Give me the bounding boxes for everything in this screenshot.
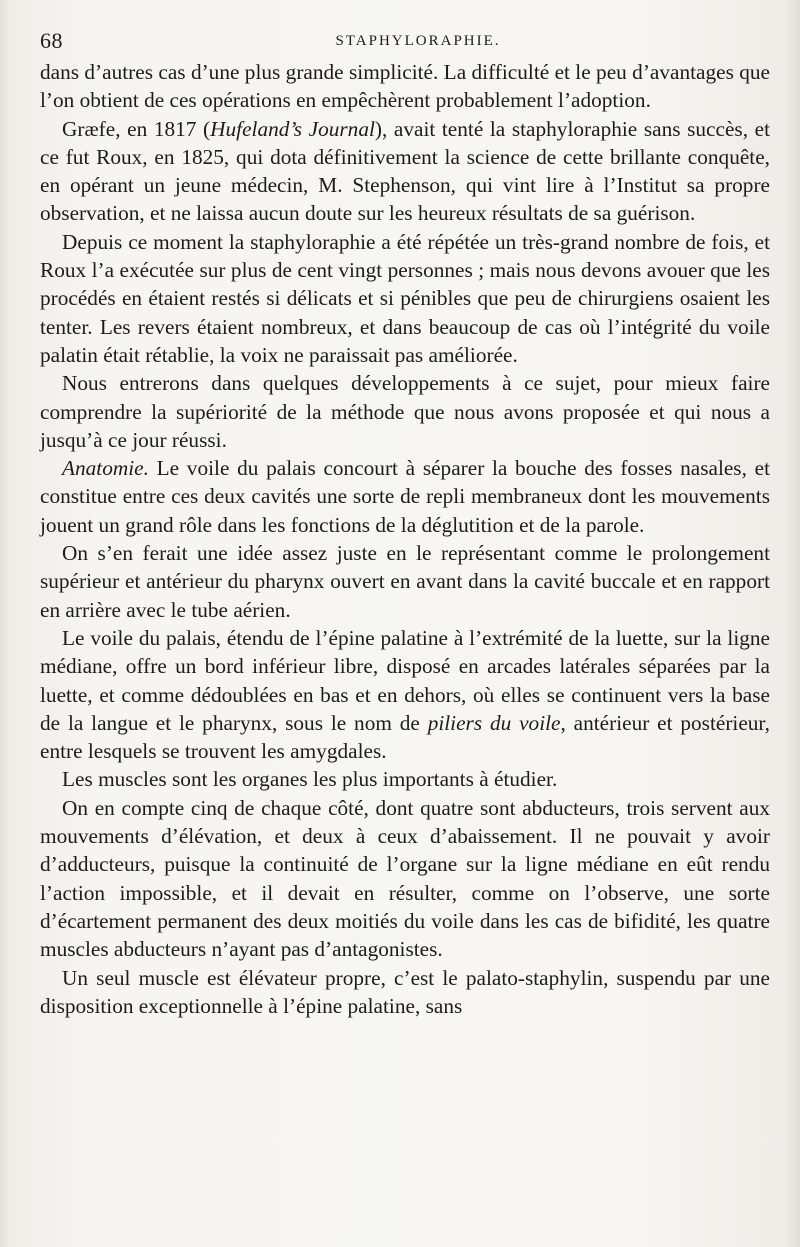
italic-journal-title: Hufeland’s Journal — [210, 116, 375, 141]
paragraph-adoption — [40, 58, 770, 115]
page-number: 68 — [40, 28, 63, 53]
paragraph-pharynx — [40, 539, 770, 624]
paragraph-graefe-roux — [40, 115, 770, 228]
page-edge-shadow-right — [786, 0, 800, 1247]
running-title: STAPHYLORAPHIE. — [335, 33, 501, 49]
text-segment: On s’en ferait une idée assez juste en le représentant comme le prolongement supérieur et antérieur du pharynx ouvert en avant dans la cavité buccale et en rapport en arrière avec le tube aérien. — [40, 541, 770, 622]
paragraph-anatomy — [40, 454, 770, 539]
text-segment: Nous entrerons dans quelques développements à ce sujet, pour mieux faire comprendre la supériorité de la méthode que nous avons proposée et qui nous a jusqu’à ce jour réussi. — [40, 371, 770, 452]
paragraph-muscle-count — [40, 794, 770, 964]
text-segment: ), avait tenté la staphyloraphie sans succès, et ce fut Roux, en 1825, qui dota définitivement la science de cette brillante conquête, en opérant un jeune médecin, M. Stephenson, qui vint lire à l’Institut sa propre observation, et ne laissa aucun doute sur les heureux résultats de sa guérison. — [40, 116, 770, 226]
page-edge-shadow-left — [0, 0, 10, 1247]
paragraph-developments — [40, 369, 770, 454]
text-segment: Les muscles sont les organes les plus importants à étudier. — [62, 767, 558, 792]
paragraph-palato-staphylin — [40, 964, 770, 1021]
text-segment: Depuis ce moment la staphyloraphie a été répétée un très-grand nombre de fois, et Roux l’a exécutée sur plus de cent vingt personnes ; mais nous devons avouer que les procédés en étaient restés si délicats et si pénibles que peu de chirurgiens osaient les tenter. Les revers étaient nombreux, et dans beaucoup de cas où l’intégrité du voile palatin était rétablie, la voix ne paraissait pas améliorée. — [40, 229, 770, 367]
italic-section-heading: Anatomie. — [62, 456, 149, 481]
paragraph-voile-description — [40, 624, 770, 765]
text-segment: dans d’autres cas d’une plus grande simplicité. La difficulté et le peu d’avantages que l’on obtient de ces opérations en empêchèrent probablement l’adoption. — [40, 60, 770, 113]
paragraph-muscles — [40, 765, 770, 793]
body-text — [40, 58, 770, 1020]
italic-term-piliers: piliers du voile — [427, 710, 561, 735]
page-header — [40, 28, 776, 58]
text-segment: On en compte cinq de chaque côté, dont quatre sont abducteurs, trois servent aux mouvements d’élévation, et deux à ceux d’abaissement. Il ne pouvait y avoir d’adducteurs, puisque la continuité de l’organe sur la ligne médiane en eût rendu l’action impossible, et il devait en résulter, comme on l’observe, une sorte d’écartement permanent des deux moitiés du voile dans les cas de bifidité, les quatre muscles abducteurs n’ayant pas d’antagonistes. — [40, 795, 770, 962]
text-segment: Le voile du palais concourt à séparer la bouche des fosses nasales, et constitue entre ces deux cavités une sorte de repli membraneux dont les mouvements jouent un grand rôle dans les fonctions de la déglutition et de la parole. — [40, 456, 770, 537]
text-segment: Græfe, en 1817 ( — [62, 116, 211, 141]
text-segment: Le voile du palais, étendu de l’épine palatine à l’extrémité de la luette, sur la ligne médiane, offre un bord inférieur libre, disposé en arcades latérales séparées par la luette, et comme dédoublées en bas et en dehors, où elles se continuent vers la base de la langue et le pharynx, sous le nom de — [40, 625, 770, 735]
text-segment: , antérieur et postérieur, entre lesquels se trouvent les amygdales. — [40, 710, 770, 764]
paragraph-repetition — [40, 228, 770, 369]
text-segment: Un seul muscle est élévateur propre, c’est le palato-staphylin, suspendu par une disposition exceptionnelle à l’épine palatine, sans — [40, 965, 770, 1018]
